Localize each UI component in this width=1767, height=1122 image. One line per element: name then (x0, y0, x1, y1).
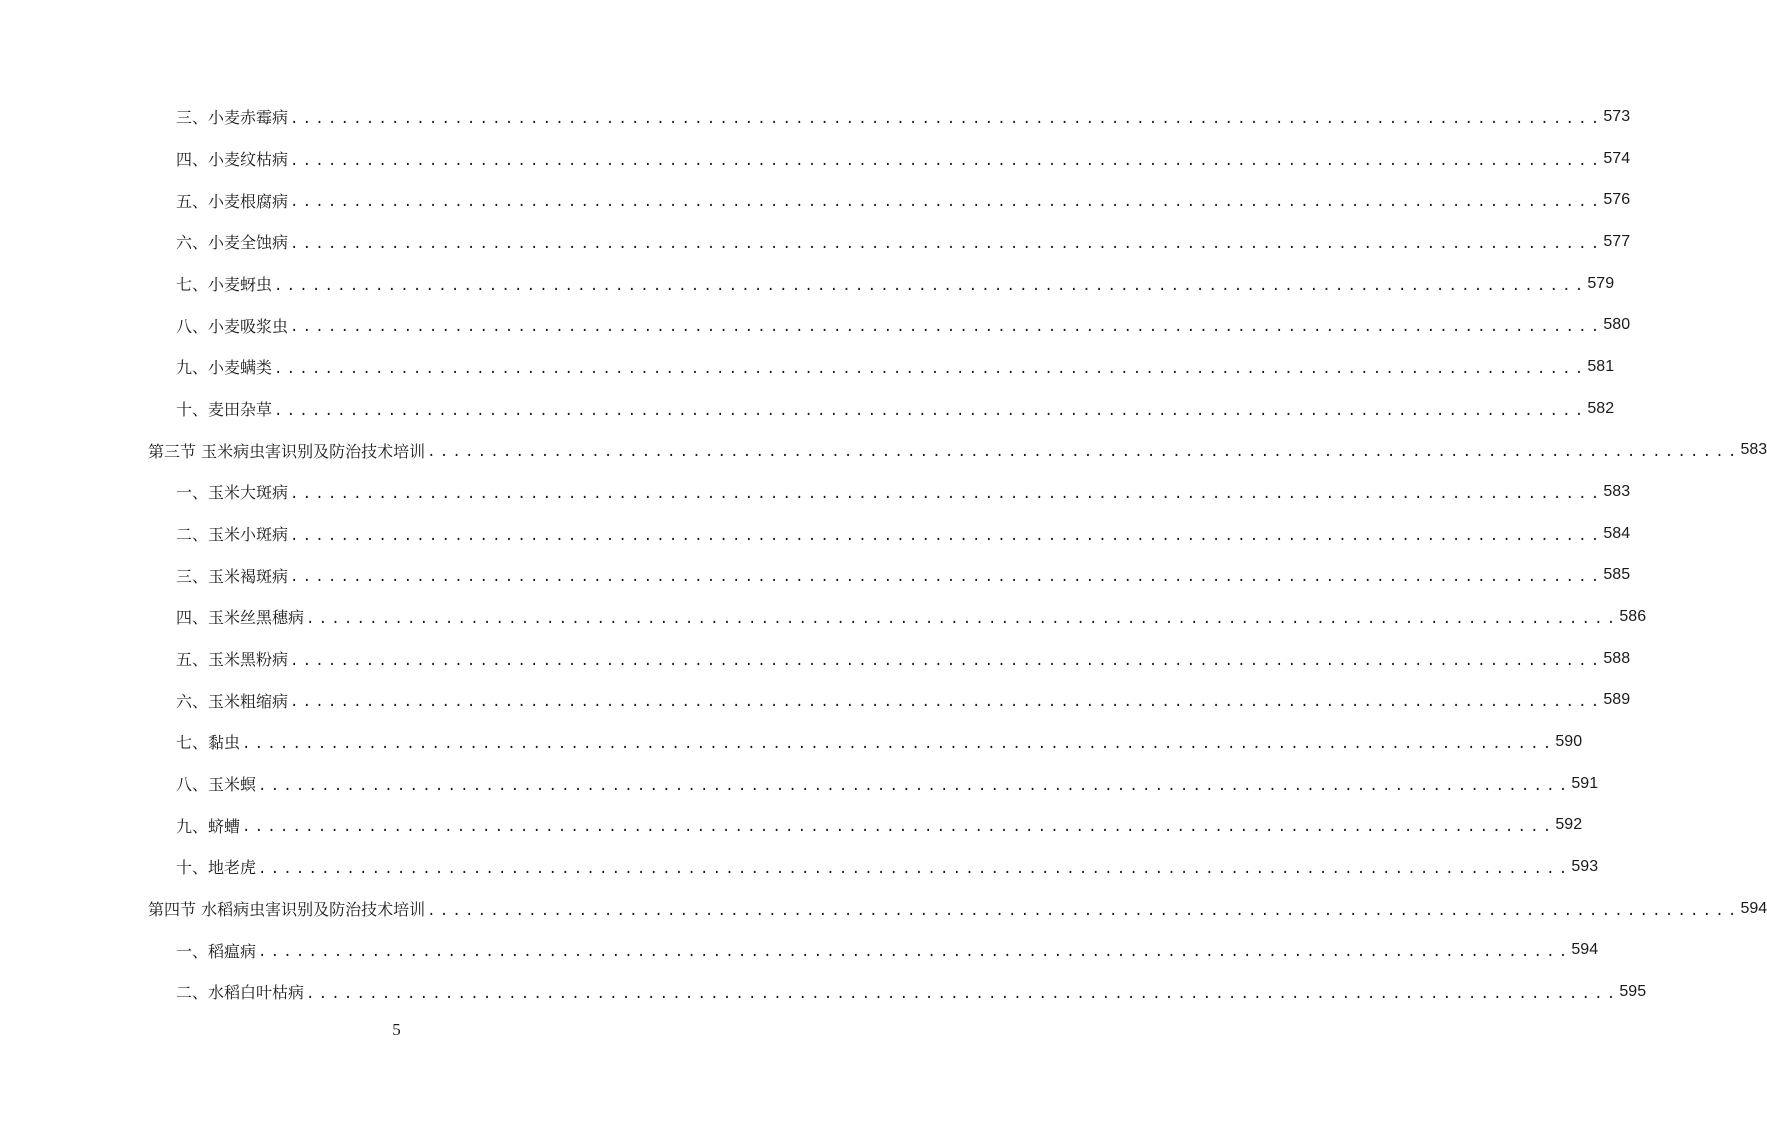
page-number: 5 (392, 1020, 401, 1039)
toc-entry-title: 一、玉米大斑病 (176, 483, 289, 503)
toc-entry[interactable] (0, 138, 1631, 180)
toc-entry-page: 577 (1603, 232, 1631, 250)
toc-leader-dots: ........................................................................................................ (427, 902, 1741, 919)
toc-entry[interactable] (0, 929, 1599, 971)
toc-leader-dots: ........................................................................................................ (306, 610, 1620, 627)
toc-section-entry[interactable] (0, 429, 1767, 471)
toc-entry-title: 十、麦田杂草 (176, 400, 273, 420)
toc-entry[interactable] (0, 96, 1631, 138)
toc-entry-title: 九、蛴螬 (176, 816, 241, 836)
toc-entry-title: 四、小麦纹枯病 (176, 150, 289, 169)
toc-entry-title: 八、玉米螟 (176, 775, 257, 795)
toc-leader-dots: ........................................................................................................ (290, 569, 1604, 586)
toc-entry-page: 592 (1555, 816, 1583, 834)
toc-entry[interactable] (0, 513, 1631, 555)
toc-leader-dots: ........................................................................................................ (290, 110, 1604, 127)
toc-leader-dots: ........................................................................................................ (290, 485, 1604, 502)
toc-entry[interactable] (0, 221, 1631, 263)
toc-leader-dots: ........................................................................................................ (258, 777, 1572, 794)
toc-entry-page: 595 (1619, 982, 1647, 1000)
toc-leader-dots: ........................................................................................................ (290, 694, 1604, 711)
toc-entry-title: 五、玉米黑粉病 (176, 650, 289, 670)
toc-leader-dots: ........................................................................................................ (290, 527, 1604, 544)
toc-entry[interactable] (0, 763, 1599, 805)
toc-entry[interactable] (0, 388, 1615, 430)
toc-entry-page: 591 (1571, 774, 1599, 792)
toc-section-title: 第三节 玉米病虫害识别及防治技术培训 (148, 441, 426, 461)
toc-entry-page: 573 (1603, 107, 1631, 125)
toc-entry-page: 584 (1603, 524, 1631, 542)
toc-entry-page: 586 (1619, 607, 1647, 625)
toc-entry-page: 594 (1740, 899, 1767, 917)
toc-entry-title: 九、小麦螨类 (176, 358, 273, 378)
toc-entry-title: 二、水稻白叶枯病 (176, 983, 305, 1003)
toc-entry[interactable] (0, 471, 1631, 513)
toc-entry-title: 八、小麦吸浆虫 (176, 316, 289, 336)
toc-leader-dots: ........................................................................................................ (290, 194, 1604, 211)
toc-entry[interactable] (0, 346, 1615, 388)
toc-leader-dots: ........................................................................................................ (274, 402, 1588, 419)
toc-entry[interactable] (0, 179, 1631, 221)
toc-leader-dots: ........................................................................................................ (274, 360, 1588, 377)
toc-leader-dots: ........................................................................................................ (290, 319, 1604, 336)
toc-entry-page: 589 (1603, 691, 1631, 709)
toc-entry[interactable] (0, 554, 1631, 596)
toc-leader-dots: ........................................................................................................ (242, 819, 1556, 836)
toc-entry-page: 582 (1587, 399, 1615, 417)
toc-entry-page: 579 (1587, 274, 1615, 292)
toc-entry-title: 四、玉米丝黑穗病 (176, 608, 305, 628)
toc-entry[interactable] (0, 638, 1631, 680)
toc-leader-dots: ........................................................................................................ (258, 944, 1572, 961)
toc-entry-title: 一、稻瘟病 (176, 941, 257, 961)
toc-entry[interactable] (0, 596, 1647, 638)
toc-entry-title: 五、小麦根腐病 (176, 191, 289, 211)
table-of-contents (0, 96, 1767, 1013)
toc-leader-dots: ........................................................................................................ (290, 152, 1604, 169)
toc-entry-page: 594 (1571, 941, 1599, 959)
toc-entry[interactable] (0, 804, 1583, 846)
toc-entry-title: 六、小麦全蚀病 (176, 233, 289, 253)
toc-entry-page: 583 (1603, 482, 1631, 500)
toc-leader-dots: ........................................................................................................ (258, 860, 1572, 877)
toc-entry-page: 588 (1603, 649, 1631, 667)
toc-entry-page: 574 (1603, 149, 1631, 167)
toc-entry-page: 583 (1740, 441, 1767, 459)
toc-leader-dots: ........................................................................................................ (274, 277, 1588, 294)
toc-leader-dots: ........................................................................................................ (306, 985, 1620, 1002)
toc-leader-dots: ........................................................................................................ (427, 444, 1741, 461)
toc-entry[interactable] (0, 304, 1631, 346)
toc-entry-title: 三、小麦赤霉病 (176, 108, 289, 128)
toc-entry[interactable] (0, 263, 1615, 305)
toc-leader-dots: ........................................................................................................ (290, 652, 1604, 669)
toc-section-title: 第四节 水稻病虫害识别及防治技术培训 (148, 900, 426, 920)
toc-entry[interactable] (0, 971, 1647, 1013)
toc-leader-dots: ........................................................................................................ (290, 235, 1604, 252)
toc-entry-page: 593 (1571, 857, 1599, 875)
toc-entry-title: 七、小麦蚜虫 (176, 275, 273, 295)
toc-entry-page: 580 (1603, 316, 1631, 334)
toc-entry-page: 581 (1587, 357, 1615, 375)
toc-entry-title: 二、玉米小斑病 (176, 525, 289, 545)
toc-entry-title: 十、地老虎 (176, 858, 257, 878)
toc-entry-title: 七、黏虫 (176, 733, 241, 753)
toc-entry[interactable] (0, 679, 1631, 721)
toc-entry-title: 三、玉米褐斑病 (176, 566, 289, 586)
toc-entry-page: 585 (1603, 566, 1631, 584)
toc-section-entry[interactable] (0, 888, 1767, 930)
toc-leader-dots: ........................................................................................................ (242, 735, 1556, 752)
toc-entry-title: 六、玉米粗缩病 (176, 691, 289, 711)
toc-entry[interactable] (0, 721, 1583, 763)
toc-entry-page: 576 (1603, 191, 1631, 209)
toc-entry-page: 590 (1555, 732, 1583, 750)
toc-entry[interactable] (0, 846, 1599, 888)
